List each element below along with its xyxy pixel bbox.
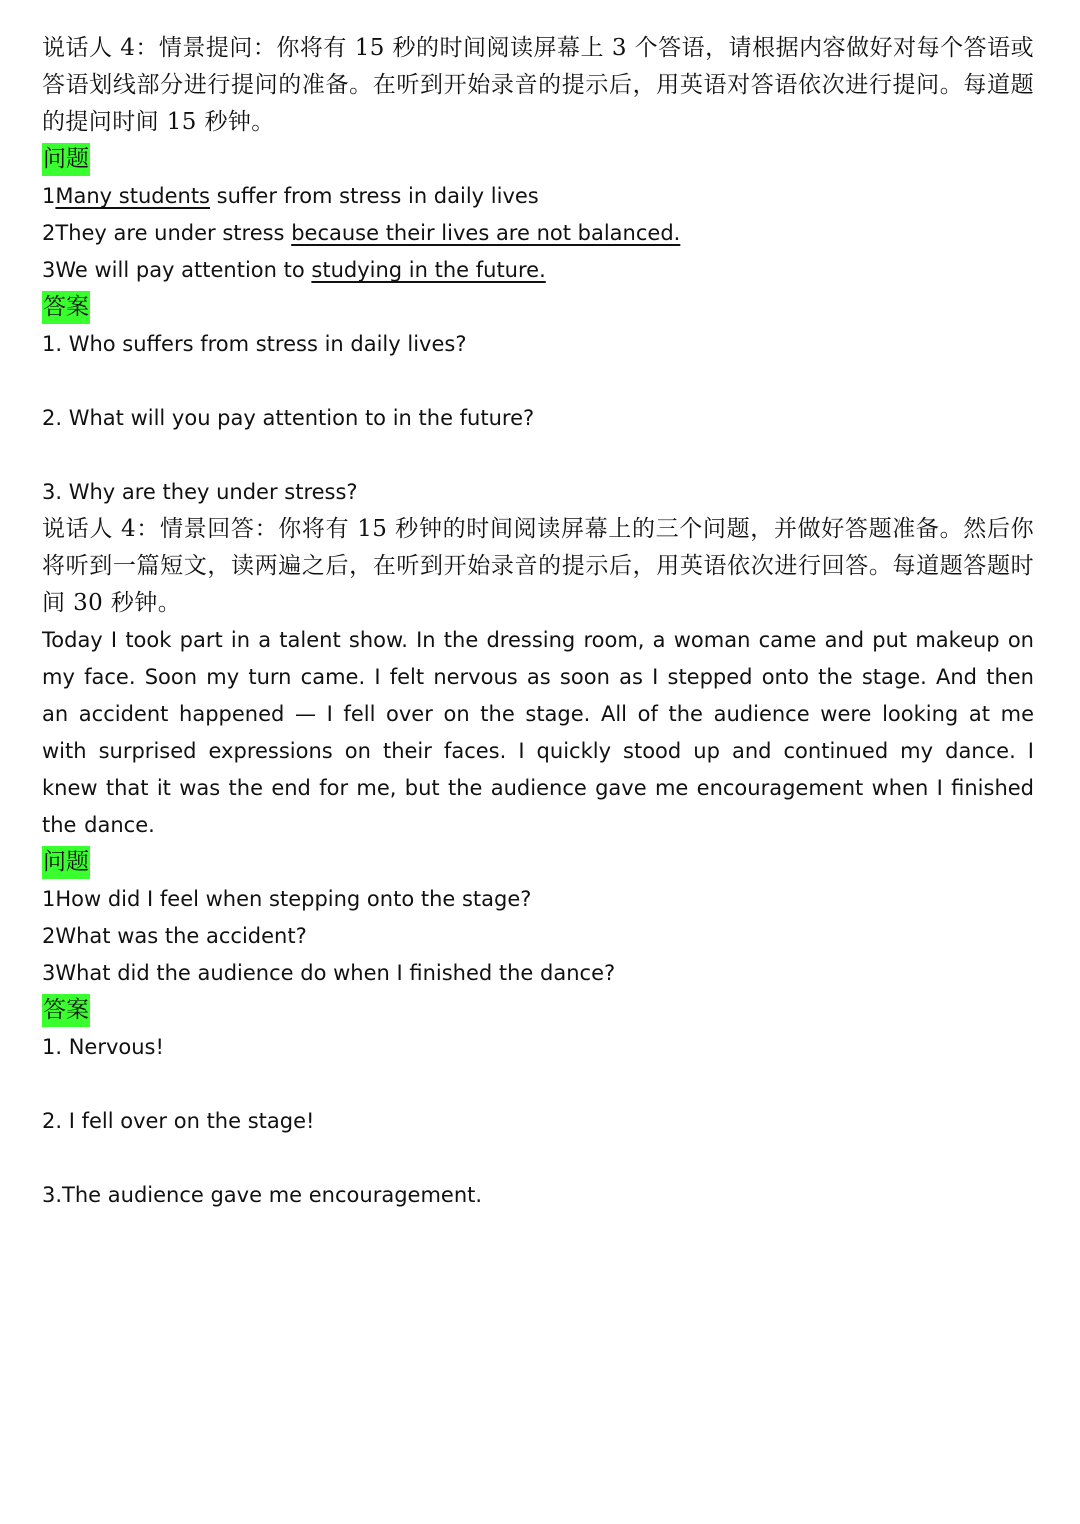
section1-instructions: 说话人 4：情景提问：你将有 15 秒的时间阅读屏幕上 3 个答语，请根据内容做好对每个答语或答语划线部分进行提问的准备。在听到开始录音的提示后，用英语对答语依次进行提问。每道题的提问时间 15 秒钟。 [42, 35, 1034, 135]
question-number: 1 [42, 184, 56, 208]
question-text: They are under stress [55, 221, 292, 245]
underlined-phrase: Many students [55, 184, 210, 208]
question-text: We will pay attention to [55, 258, 312, 282]
section2-passage: Today I took part in a talent show. In the dressing room, a woman came and put makeup on my face. Soon my turn came. I felt nervous as soon as I stepped onto the stage. And then an accident happened — I fell over on the stage. All of the audience were looking at me with surprised expressions on their faces. I quickly stood up and continued my dance. I knew that it was the end for me, but the audience gave me encouragement when I finished the dance. [42, 628, 1034, 837]
section2-answers-label-row [42, 992, 1034, 1029]
spacer [42, 1140, 1034, 1177]
section1-answers-label: 答案 [42, 291, 90, 324]
spacer [42, 363, 1034, 400]
section1-questions-label: 问题 [42, 143, 90, 176]
section1-questions-label-row [42, 141, 1034, 178]
question-number: 2 [42, 221, 56, 245]
spacer [42, 437, 1034, 474]
question-number: 3 [42, 258, 56, 282]
section2-question-1: 1How did I feel when stepping onto the stage? [42, 887, 532, 911]
section2-instructions: 说话人 4：情景回答：你将有 15 秒钟的时间阅读屏幕上的三个问题，并做好答题准备。然后你将听到一篇短文，读两遍之后，在听到开始录音的提示后，用英语依次进行回答。每道题答题时间 30 秒钟。 [42, 516, 1034, 616]
spacer [42, 1066, 1034, 1103]
section1-question-3 [42, 252, 1034, 289]
section2-question-2: 2What was the accident? [42, 924, 307, 948]
section2-questions-label-row [42, 844, 1034, 881]
section2-answer-3: 3.The audience gave me encouragement. [42, 1183, 483, 1207]
document-page [42, 30, 1034, 1214]
section1-answer-1: 1. Who suffers from stress in daily lives? [42, 332, 467, 356]
section1-answers-label-row [42, 289, 1034, 326]
underlined-phrase: because their lives are not balanced. [291, 221, 681, 245]
section2-question-3: 3What did the audience do when I finished the dance? [42, 961, 616, 985]
section2-answer-1: 1. Nervous! [42, 1035, 164, 1059]
question-text: suffer from stress in daily lives [210, 184, 539, 208]
section1-answer-3: 3. Why are they under stress? [42, 480, 358, 504]
section2-answer-2: 2. I fell over on the stage! [42, 1109, 315, 1133]
underlined-phrase: studying in the future. [311, 258, 546, 282]
section2-answers-label: 答案 [42, 994, 90, 1027]
section1-question-1 [42, 178, 1034, 215]
section1-question-2 [42, 215, 1034, 252]
section1-answer-2: 2. What will you pay attention to in the future? [42, 406, 535, 430]
section2-questions-label: 问题 [42, 846, 90, 879]
